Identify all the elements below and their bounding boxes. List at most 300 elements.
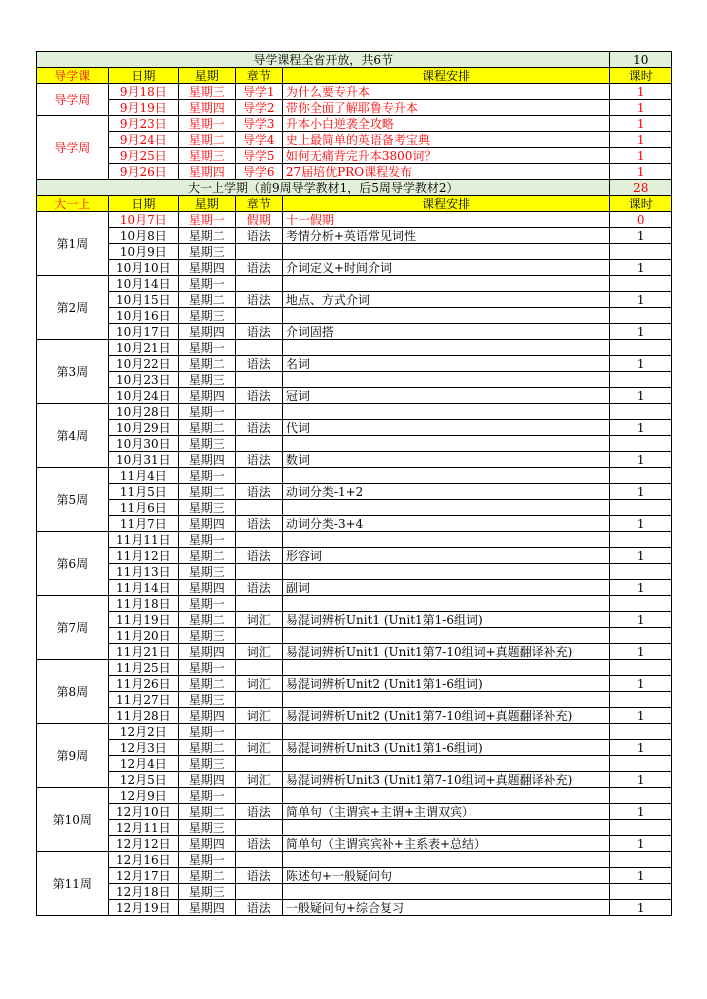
- table-row: [37, 452, 672, 468]
- chapter-cell: [235, 244, 282, 260]
- chapter-cell: [235, 596, 282, 612]
- table-row: [37, 276, 672, 292]
- topic-cell: [282, 308, 610, 324]
- table-row: [37, 804, 672, 820]
- chapter-cell: 导学5: [235, 148, 282, 164]
- chapter-cell: 语法: [235, 580, 282, 596]
- date-cell: 10月16日: [108, 308, 179, 324]
- topic-cell: 27届培优PRO课程发布: [282, 164, 610, 180]
- hours-cell: 1: [610, 772, 672, 788]
- weekday-cell: 星期二: [179, 420, 235, 436]
- hours-cell: 1: [610, 84, 672, 100]
- chapter-cell: [235, 468, 282, 484]
- topic-cell: 陈述句+一般疑问句: [282, 868, 610, 884]
- weekday-cell: 星期三: [179, 756, 235, 772]
- date-cell: 10月7日: [108, 212, 179, 228]
- chapter-cell: 语法: [235, 228, 282, 244]
- weekday-cell: 星期一: [179, 788, 235, 804]
- weekday-cell: 星期三: [179, 308, 235, 324]
- table-row: [37, 340, 672, 356]
- table-row: [37, 852, 672, 868]
- week-label: 第11周: [37, 852, 109, 916]
- table-row: [37, 628, 672, 644]
- weekday-cell: 星期三: [179, 692, 235, 708]
- table-row: [37, 436, 672, 452]
- hours-cell: 1: [610, 676, 672, 692]
- date-cell: 9月26日: [108, 164, 179, 180]
- weekday-cell: 星期一: [179, 276, 235, 292]
- chapter-cell: 词汇: [235, 644, 282, 660]
- weekday-cell: 星期一: [179, 468, 235, 484]
- date-cell: 11月26日: [108, 676, 179, 692]
- hours-cell: [610, 404, 672, 420]
- date-cell: 12月5日: [108, 772, 179, 788]
- topic-cell: 为什么要专升本: [282, 84, 610, 100]
- hours-cell: 1: [610, 548, 672, 564]
- hours-cell: [610, 724, 672, 740]
- topic-cell: 形容词: [282, 548, 610, 564]
- chapter-cell: [235, 340, 282, 356]
- date-cell: 12月2日: [108, 724, 179, 740]
- weekday-cell: 星期四: [179, 388, 235, 404]
- topic-cell: 易混词辨析Unit2 (Unit1第1-6组词): [282, 676, 610, 692]
- date-cell: 11月19日: [108, 612, 179, 628]
- hours-cell: 1: [610, 452, 672, 468]
- table-row: [37, 420, 672, 436]
- topic-cell: 带你全面了解耶鲁专升本: [282, 100, 610, 116]
- topic-cell: 动词分类-1+2: [282, 484, 610, 500]
- topic-cell: 名词: [282, 356, 610, 372]
- chapter-cell: 词汇: [235, 772, 282, 788]
- table-row: [37, 724, 672, 740]
- weekday-cell: 星期一: [179, 404, 235, 420]
- topic-cell: 简单句（主谓宾宾补+主系表+总结）: [282, 836, 610, 852]
- weekday-cell: 星期四: [179, 516, 235, 532]
- chapter-cell: [235, 724, 282, 740]
- topic-cell: 易混词辨析Unit3 (Unit1第1-6组词): [282, 740, 610, 756]
- chapter-cell: [235, 692, 282, 708]
- chapter-cell: [235, 532, 282, 548]
- weekday-cell: 星期三: [179, 84, 235, 100]
- chapter-cell: 导学2: [235, 100, 282, 116]
- date-header: 日期: [108, 68, 179, 84]
- topic-cell: [282, 564, 610, 580]
- table-row: [37, 468, 672, 484]
- weekday-cell: 星期一: [179, 596, 235, 612]
- date-cell: 11月25日: [108, 660, 179, 676]
- table-row: [37, 564, 672, 580]
- date-cell: 10月15日: [108, 292, 179, 308]
- hours-cell: [610, 852, 672, 868]
- weekday-cell: 星期四: [179, 100, 235, 116]
- chapter-cell: 导学1: [235, 84, 282, 100]
- weekday-cell: 星期四: [179, 580, 235, 596]
- week-label: 第3周: [37, 340, 109, 404]
- table-row: [37, 692, 672, 708]
- date-cell: 10月22日: [108, 356, 179, 372]
- chapter-cell: 语法: [235, 548, 282, 564]
- weekday-cell: 星期三: [179, 820, 235, 836]
- table-row: [37, 788, 672, 804]
- date-cell: 12月16日: [108, 852, 179, 868]
- hours-cell: 1: [610, 260, 672, 276]
- hours-cell: 1: [610, 740, 672, 756]
- hours-cell: 1: [610, 292, 672, 308]
- week-label: 第4周: [37, 404, 109, 468]
- date-cell: 11月20日: [108, 628, 179, 644]
- week-header: 导学课: [37, 68, 109, 84]
- date-cell: 10月31日: [108, 452, 179, 468]
- topic-cell: [282, 404, 610, 420]
- chapter-cell: 词汇: [235, 676, 282, 692]
- date-cell: 11月21日: [108, 644, 179, 660]
- week-label: 导学周: [37, 84, 109, 116]
- topic-cell: 一般疑问句+综合复习: [282, 900, 610, 916]
- chapter-cell: 语法: [235, 260, 282, 276]
- hours-cell: 1: [610, 228, 672, 244]
- table-row: [37, 292, 672, 308]
- section-banner-row: [37, 180, 672, 196]
- hours-cell: [610, 820, 672, 836]
- weekday-cell: 星期二: [179, 804, 235, 820]
- date-cell: 10月9日: [108, 244, 179, 260]
- week-label: 第1周: [37, 212, 109, 276]
- chapter-cell: 语法: [235, 292, 282, 308]
- date-cell: 12月10日: [108, 804, 179, 820]
- topic-header: 课程安排: [282, 196, 610, 212]
- table-row: [37, 868, 672, 884]
- date-cell: 9月18日: [108, 84, 179, 100]
- table-row: [37, 900, 672, 916]
- chapter-cell: [235, 436, 282, 452]
- weekday-cell: 星期三: [179, 436, 235, 452]
- table-row: [37, 644, 672, 660]
- topic-cell: 易混词辨析Unit2 (Unit1第7-10组词+真题翻译补充): [282, 708, 610, 724]
- table-row: [37, 116, 672, 132]
- hours-cell: [610, 596, 672, 612]
- topic-cell: [282, 820, 610, 836]
- date-cell: 10月23日: [108, 372, 179, 388]
- section-banner-row: [37, 52, 672, 68]
- table-row: [37, 820, 672, 836]
- table-row: [37, 836, 672, 852]
- hours-cell: [610, 532, 672, 548]
- topic-cell: [282, 660, 610, 676]
- hours-cell: 1: [610, 148, 672, 164]
- weekday-cell: 星期一: [179, 532, 235, 548]
- chapter-cell: [235, 628, 282, 644]
- table-row: [37, 212, 672, 228]
- date-cell: 10月10日: [108, 260, 179, 276]
- table-row: [37, 660, 672, 676]
- chapter-cell: 语法: [235, 484, 282, 500]
- table-row: [37, 388, 672, 404]
- week-label: 第8周: [37, 660, 109, 724]
- table-row: [37, 612, 672, 628]
- weekday-cell: 星期四: [179, 164, 235, 180]
- date-cell: 12月12日: [108, 836, 179, 852]
- chapter-cell: 语法: [235, 388, 282, 404]
- date-cell: 9月23日: [108, 116, 179, 132]
- topic-cell: [282, 596, 610, 612]
- table-row: [37, 324, 672, 340]
- table-row: [37, 308, 672, 324]
- date-cell: 11月18日: [108, 596, 179, 612]
- date-cell: 12月11日: [108, 820, 179, 836]
- chapter-cell: 语法: [235, 804, 282, 820]
- topic-cell: 升本小白逆袭全攻略: [282, 116, 610, 132]
- table-row: [37, 132, 672, 148]
- topic-cell: 如何无痛背完升本3800词？: [282, 148, 610, 164]
- chapter-cell: [235, 756, 282, 772]
- chapter-cell: 导学6: [235, 164, 282, 180]
- table-row: [37, 100, 672, 116]
- hours-cell: [610, 660, 672, 676]
- table-row: [37, 708, 672, 724]
- weekday-cell: 星期四: [179, 324, 235, 340]
- week-label: 第9周: [37, 724, 109, 788]
- chapter-cell: [235, 404, 282, 420]
- chapter-cell: [235, 820, 282, 836]
- date-cell: 11月7日: [108, 516, 179, 532]
- weekday-cell: 星期二: [179, 612, 235, 628]
- chapter-cell: 词汇: [235, 740, 282, 756]
- hours-cell: 1: [610, 708, 672, 724]
- chapter-cell: 导学4: [235, 132, 282, 148]
- weekday-cell: 星期二: [179, 676, 235, 692]
- date-cell: 11月6日: [108, 500, 179, 516]
- weekday-cell: 星期一: [179, 660, 235, 676]
- date-cell: 11月5日: [108, 484, 179, 500]
- hours-cell: 1: [610, 580, 672, 596]
- topic-cell: [282, 628, 610, 644]
- date-cell: 10月17日: [108, 324, 179, 340]
- table-row: [37, 356, 672, 372]
- hours-cell: 1: [610, 868, 672, 884]
- chapter-cell: 假期: [235, 212, 282, 228]
- date-cell: 9月19日: [108, 100, 179, 116]
- weekday-cell: 星期三: [179, 148, 235, 164]
- table-row: [37, 676, 672, 692]
- topic-cell: [282, 692, 610, 708]
- date-cell: 11月11日: [108, 532, 179, 548]
- chapter-cell: 语法: [235, 356, 282, 372]
- weekday-cell: 星期三: [179, 628, 235, 644]
- topic-cell: 代词: [282, 420, 610, 436]
- date-cell: 12月17日: [108, 868, 179, 884]
- date-cell: 11月27日: [108, 692, 179, 708]
- topic-cell: [282, 884, 610, 900]
- weekday-cell: 星期一: [179, 340, 235, 356]
- chapter-cell: 语法: [235, 452, 282, 468]
- topic-header: 课程安排: [282, 68, 610, 84]
- date-cell: 12月9日: [108, 788, 179, 804]
- section-banner: 导学课程全省开放，共6节: [37, 52, 610, 68]
- hours-cell: [610, 468, 672, 484]
- chapter-cell: [235, 788, 282, 804]
- weekday-cell: 星期四: [179, 836, 235, 852]
- table-row: [37, 404, 672, 420]
- weekday-cell: 星期四: [179, 900, 235, 916]
- hours-cell: 1: [610, 836, 672, 852]
- weekday-cell: 星期二: [179, 740, 235, 756]
- section-total-hours: 28: [610, 180, 672, 196]
- hours-cell: 1: [610, 900, 672, 916]
- date-cell: 9月24日: [108, 132, 179, 148]
- topic-cell: [282, 340, 610, 356]
- weekday-cell: 星期二: [179, 292, 235, 308]
- topic-cell: 数词: [282, 452, 610, 468]
- table-row: [37, 596, 672, 612]
- hours-cell: [610, 564, 672, 580]
- table-row: [37, 756, 672, 772]
- topic-cell: [282, 372, 610, 388]
- topic-cell: [282, 436, 610, 452]
- date-cell: 11月14日: [108, 580, 179, 596]
- hours-cell: 1: [610, 100, 672, 116]
- weekday-cell: 星期一: [179, 852, 235, 868]
- hours-cell: [610, 244, 672, 260]
- hours-cell: [610, 308, 672, 324]
- date-cell: 12月18日: [108, 884, 179, 900]
- topic-cell: 简单句（主谓宾+主谓+主谓双宾）: [282, 804, 610, 820]
- date-cell: 10月28日: [108, 404, 179, 420]
- topic-cell: 动词分类-3+4: [282, 516, 610, 532]
- date-cell: 11月28日: [108, 708, 179, 724]
- weekday-cell: 星期二: [179, 228, 235, 244]
- topic-cell: 十一假期: [282, 212, 610, 228]
- week-header: 大一上: [37, 196, 109, 212]
- topic-cell: [282, 756, 610, 772]
- hours-cell: [610, 372, 672, 388]
- week-label: 导学周: [37, 116, 109, 180]
- hours-cell: 1: [610, 324, 672, 340]
- topic-cell: 考情分析+英语常见词性: [282, 228, 610, 244]
- topic-cell: 介词定义+时间介词: [282, 260, 610, 276]
- chapter-cell: [235, 564, 282, 580]
- date-cell: 10月21日: [108, 340, 179, 356]
- hours-cell: [610, 756, 672, 772]
- chapter-header: 章节: [235, 196, 282, 212]
- date-header: 日期: [108, 196, 179, 212]
- section-banner: 大一上学期（前9周导学教材1，后5周导学教材2）: [37, 180, 610, 196]
- date-cell: 10月24日: [108, 388, 179, 404]
- chapter-cell: 语法: [235, 868, 282, 884]
- date-cell: 12月19日: [108, 900, 179, 916]
- hours-cell: 1: [610, 516, 672, 532]
- table-row: [37, 260, 672, 276]
- weekday-cell: 星期二: [179, 132, 235, 148]
- week-label: 第2周: [37, 276, 109, 340]
- chapter-cell: 语法: [235, 420, 282, 436]
- week-label: 第6周: [37, 532, 109, 596]
- chapter-cell: [235, 500, 282, 516]
- topic-cell: 地点、方式介词: [282, 292, 610, 308]
- hours-cell: 1: [610, 644, 672, 660]
- weekday-cell: 星期二: [179, 868, 235, 884]
- date-cell: 11月13日: [108, 564, 179, 580]
- chapter-cell: 语法: [235, 836, 282, 852]
- hours-cell: [610, 436, 672, 452]
- hours-cell: [610, 500, 672, 516]
- hours-cell: 1: [610, 132, 672, 148]
- weekday-cell: 星期一: [179, 724, 235, 740]
- table-row: [37, 532, 672, 548]
- topic-cell: [282, 276, 610, 292]
- table-row: [37, 244, 672, 260]
- hours-cell: [610, 628, 672, 644]
- weekday-cell: 星期一: [179, 212, 235, 228]
- topic-cell: 副词: [282, 580, 610, 596]
- weekday-cell: 星期三: [179, 500, 235, 516]
- weekday-cell: 星期三: [179, 244, 235, 260]
- table-row: [37, 84, 672, 100]
- hours-cell: 1: [610, 420, 672, 436]
- section-total-hours: 10: [610, 52, 672, 68]
- topic-cell: 易混词辨析Unit1 (Unit1第7-10组词+真题翻译补充): [282, 644, 610, 660]
- table-row: [37, 580, 672, 596]
- date-cell: 12月4日: [108, 756, 179, 772]
- table-row: [37, 516, 672, 532]
- topic-cell: [282, 244, 610, 260]
- week-label: 第5周: [37, 468, 109, 532]
- hours-cell: 0: [610, 212, 672, 228]
- topic-cell: [282, 532, 610, 548]
- weekday-cell: 星期四: [179, 452, 235, 468]
- topic-cell: 史上最简单的英语备考宝典: [282, 132, 610, 148]
- chapter-cell: 导学3: [235, 116, 282, 132]
- chapter-cell: [235, 852, 282, 868]
- chapter-cell: [235, 372, 282, 388]
- hours-cell: [610, 340, 672, 356]
- topic-cell: [282, 724, 610, 740]
- hours-cell: [610, 884, 672, 900]
- topic-cell: [282, 852, 610, 868]
- chapter-cell: [235, 276, 282, 292]
- chapter-cell: 语法: [235, 324, 282, 340]
- column-header-row: [37, 196, 672, 212]
- weekday-cell: 星期三: [179, 564, 235, 580]
- table-row: [37, 372, 672, 388]
- hours-cell: 1: [610, 356, 672, 372]
- chapter-cell: [235, 660, 282, 676]
- weekday-header: 星期: [179, 68, 235, 84]
- topic-cell: 介词固搭: [282, 324, 610, 340]
- weekday-cell: 星期三: [179, 884, 235, 900]
- chapter-cell: 词汇: [235, 612, 282, 628]
- chapter-cell: 语法: [235, 516, 282, 532]
- table-row: [37, 484, 672, 500]
- hours-header: 课时: [610, 196, 672, 212]
- weekday-header: 星期: [179, 196, 235, 212]
- chapter-cell: 语法: [235, 900, 282, 916]
- hours-cell: 1: [610, 116, 672, 132]
- chapter-header: 章节: [235, 68, 282, 84]
- date-cell: 10月30日: [108, 436, 179, 452]
- week-label: 第10周: [37, 788, 109, 852]
- date-cell: 12月3日: [108, 740, 179, 756]
- hours-cell: [610, 276, 672, 292]
- weekday-cell: 星期二: [179, 548, 235, 564]
- hours-cell: 1: [610, 804, 672, 820]
- date-cell: 11月12日: [108, 548, 179, 564]
- table-row: [37, 148, 672, 164]
- weekday-cell: 星期四: [179, 644, 235, 660]
- table-row: [37, 884, 672, 900]
- chapter-cell: 词汇: [235, 708, 282, 724]
- date-cell: 9月25日: [108, 148, 179, 164]
- weekday-cell: 星期三: [179, 372, 235, 388]
